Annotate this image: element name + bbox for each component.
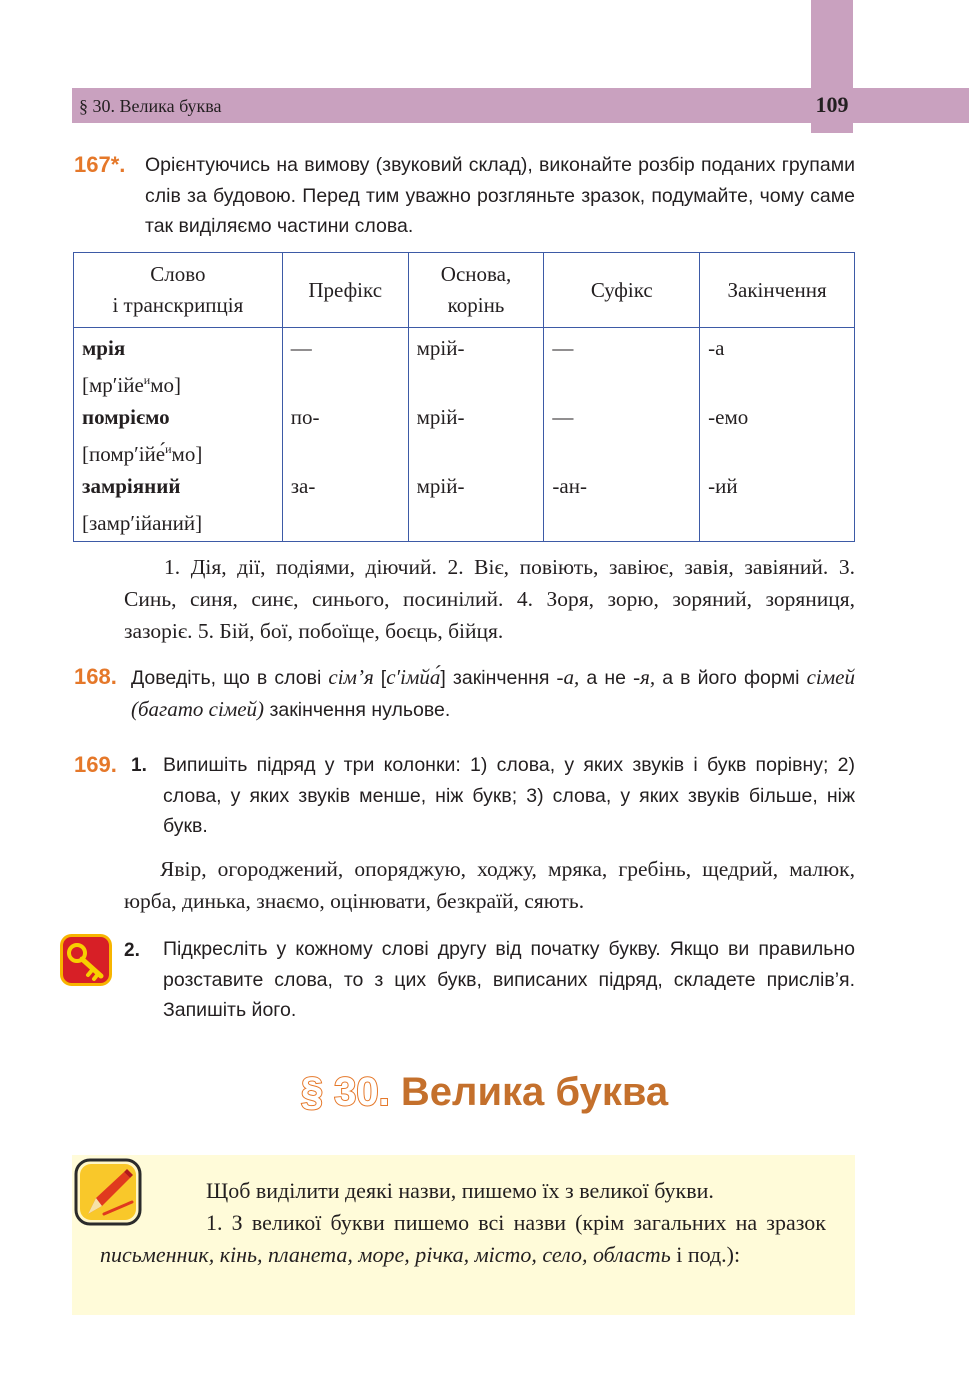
suffix-cell: — [544, 328, 700, 402]
table-header-row [74, 253, 855, 328]
header-suffix: Суфікс [544, 253, 700, 328]
table-row [74, 328, 855, 402]
table-row [74, 470, 855, 542]
header-root: Основа, корінь [408, 253, 544, 328]
exercise-169-words: Явір, огороджений, опоряджую, ходжу, мряка, гребінь, щедрий, малюк, юрба, динька, знаємо, оцінювати, безкраїй, сяють. [124, 857, 855, 913]
root-cell: мрій- [408, 401, 544, 470]
exercise-167-number: 167*. [74, 152, 126, 177]
exercise-169-part1-number: 1. [131, 755, 147, 776]
suffix-cell: -ан- [544, 470, 700, 542]
exercise-169-part2-task: Підкресліть у кожному слові другу від початку букву. Якщо ви правильно розставите слова, то з цих букв, виписаних підряд, складете прислів’я. Запишіть його. [163, 938, 855, 1021]
section-heading [0, 1070, 969, 1115]
exercise-167-words: 1. Дія, дії, подіями, діючий. 2. Віє, повіють, завіює, завія, завіяний. 3. Синь, синя, синє, синього, посинілий. 4. Зоря, зорю, зоряний, зоряниця, зазоріє. 5. Бій, бої, побоїще, боєць, бійця. [124, 555, 855, 643]
page-number: 109 [815, 92, 849, 117]
word-cell: замріяний [замр′ійаний] [74, 470, 283, 542]
ending-cell: -ий [700, 470, 855, 542]
running-title: § 30. Велика буква [79, 96, 222, 116]
root-cell: мрій- [408, 470, 544, 542]
exercise-167-task: Орієнтуючись на вимову (звуковий склад), виконайте розбір поданих групами слів за будовою. Перед тим уважно розгляньте зразок, подумайте, чому саме так виділяємо частини слова. [145, 154, 855, 237]
header-prefix: Префікс [282, 253, 408, 328]
exercise-169-part2-number: 2. [124, 940, 140, 961]
rule-paragraph-1: 1. З великої букви пишемо всі назви (крім загальних на зразок письменник, кінь, планета, море, річка, місто, село, область і под.): [100, 1210, 826, 1267]
exercise-168-number: 168. [74, 664, 117, 689]
morpheme-table [73, 252, 855, 542]
section-number: § 30. [300, 1070, 390, 1114]
key-icon [60, 934, 112, 986]
rule-intro: Щоб виділити деякі назви, пишемо їх з великої букви. [206, 1178, 714, 1203]
word-cell: мрія [мр′ійе$^и$мо] [74, 328, 283, 402]
rule-text [100, 1175, 826, 1271]
suffix-cell: — [544, 401, 700, 470]
section-title: Велика буква [400, 1070, 669, 1114]
exercise-168-task: Доведіть, що в слові сім’я [с′імйа́] закінчення -а, а не -я, а в його формі сімей (багато сімей) закінчення нульове. [131, 665, 855, 721]
exercise-169-number: 169. [74, 752, 117, 777]
exercise-169-part1-task: Випишіть підряд у три колонки: 1) слова, у яких звуків і букв порівну; 2) слова, у яких звуків менше, ніж букв; 3) слова, у яких звуків більше, ніж букв. [163, 754, 855, 837]
table-row [74, 401, 855, 470]
ending-cell: -емо [700, 401, 855, 470]
root-cell: мрій- [408, 328, 544, 402]
prefix-cell: за- [282, 470, 408, 542]
prefix-cell: — [282, 328, 408, 402]
header-word: Слово і транскрипція [74, 253, 283, 328]
word-cell: помріємо [помр′ійе́$^и$мо] [74, 401, 283, 470]
header-ending: Закінчення [700, 253, 855, 328]
ending-cell: -а [700, 328, 855, 402]
prefix-cell: по- [282, 401, 408, 470]
